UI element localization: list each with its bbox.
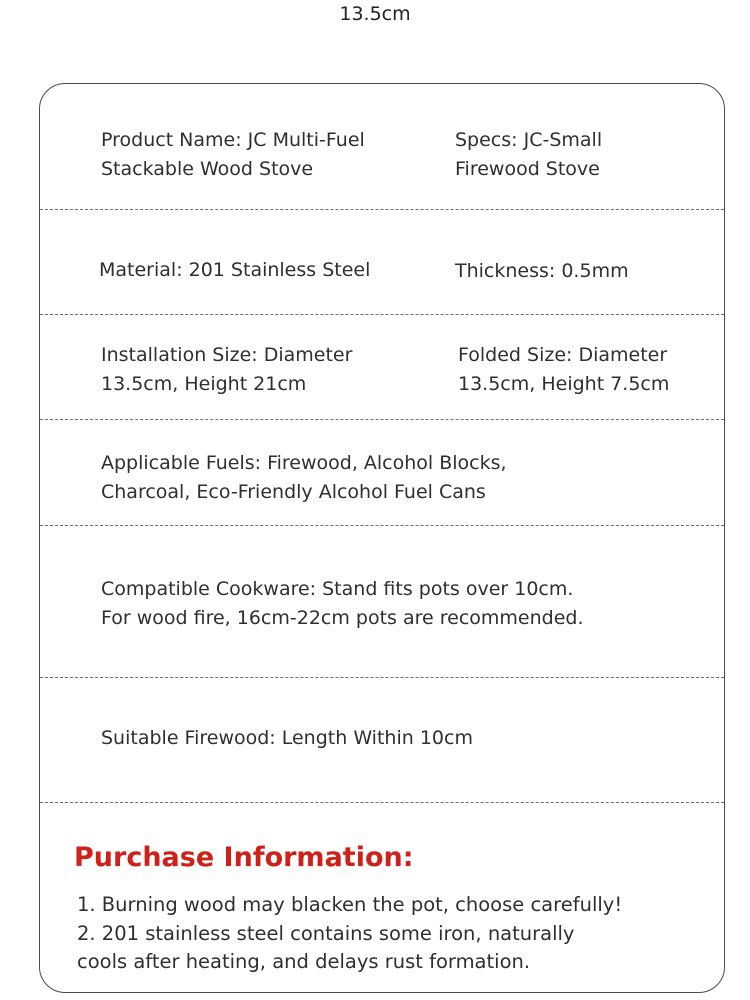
applicable-fuels-line-1: Applicable Fuels: Firewood, Alcohol Blocks, xyxy=(101,452,507,474)
purchase-note-line: 1. Burning wood may blacken the pot, choose carefully! xyxy=(77,893,623,916)
product-name-line-1: Product Name: JC Multi-Fuel xyxy=(101,129,365,151)
row-divider xyxy=(40,802,724,803)
folded-size-cell xyxy=(458,341,669,399)
specs-cell xyxy=(455,126,602,184)
installation-size-cell xyxy=(101,341,352,399)
row-divider xyxy=(40,525,724,526)
row-divider xyxy=(40,209,724,210)
spec-card xyxy=(39,83,725,993)
material-cell: Material: 201 Stainless Steel xyxy=(99,259,371,281)
size-label: 13.5cm xyxy=(339,3,411,25)
product-name-cell xyxy=(101,126,365,184)
folded-size-line-1: Folded Size: Diameter xyxy=(458,344,668,366)
suitable-firewood-cell: Suitable Firewood: Length Within 10cm xyxy=(101,727,473,749)
compatible-cookware-cell xyxy=(101,575,584,633)
row-divider xyxy=(40,677,724,678)
specs-line-1: Specs: JC-Small xyxy=(455,129,603,151)
purchase-note-line: cools after heating, and delays rust formation. xyxy=(77,950,531,973)
purchase-note-line: 2. 201 stainless steel contains some iron, naturally xyxy=(77,921,575,945)
applicable-fuels-cell xyxy=(101,449,507,507)
thickness-cell: Thickness: 0.5mm xyxy=(455,260,629,282)
row-divider xyxy=(40,314,724,315)
installation-size-line-2: 13.5cm, Height 21cm xyxy=(101,373,307,395)
purchase-notes xyxy=(77,891,622,977)
row-divider xyxy=(40,419,724,420)
compatible-cookware-line-2: For wood fire, 16cm-22cm pots are recommended. xyxy=(101,607,584,629)
compatible-cookware-line-1: Compatible Cookware: Stand fits pots over 10cm. xyxy=(101,578,574,600)
specs-line-2: Firewood Stove xyxy=(455,158,600,180)
installation-size-line-1: Installation Size: Diameter xyxy=(101,344,353,366)
product-name-line-2: Stackable Wood Stove xyxy=(101,158,314,180)
purchase-information-title: Purchase Information: xyxy=(74,842,414,873)
folded-size-line-2: 13.5cm, Height 7.5cm xyxy=(458,373,670,395)
applicable-fuels-line-2: Charcoal, Eco-Friendly Alcohol Fuel Cans xyxy=(101,481,486,503)
